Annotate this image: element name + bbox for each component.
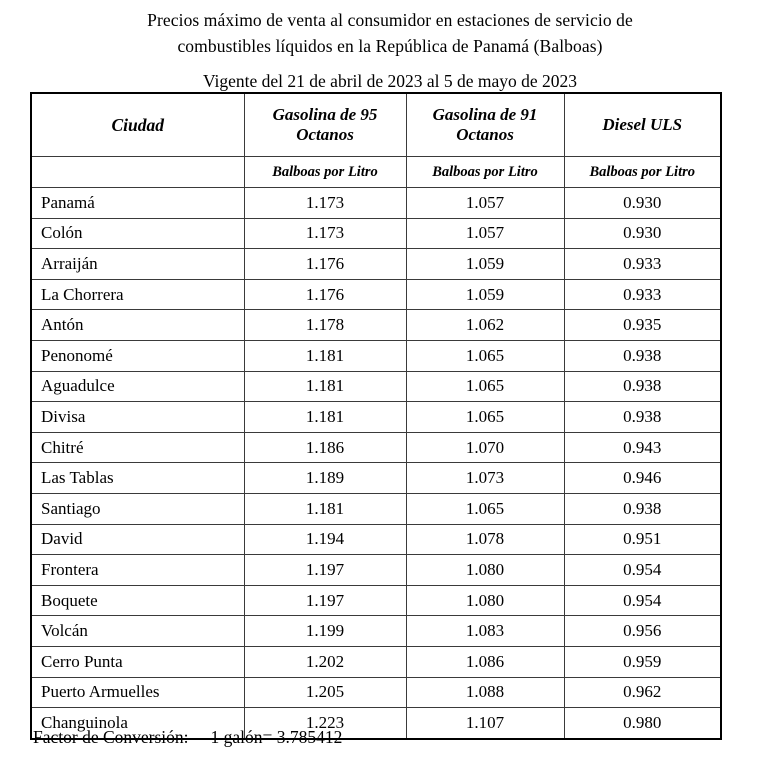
cell-gasolina-91: 1.073 (406, 463, 564, 494)
cell-diesel: 0.938 (564, 371, 721, 402)
table-row (31, 188, 721, 219)
cell-city: Puerto Armuelles (31, 677, 244, 708)
cell-gasolina-91: 1.062 (406, 310, 564, 341)
cell-city: Divisa (31, 402, 244, 433)
page-title-line-1: Precios máximo de venta al consumidor en estaciones de servicio de (147, 10, 633, 30)
cell-city: Las Tablas (31, 463, 244, 494)
cell-diesel: 0.935 (564, 310, 721, 341)
table-row (31, 616, 721, 647)
cell-gasolina-95: 1.186 (244, 432, 406, 463)
cell-gasolina-91: 1.080 (406, 585, 564, 616)
table-row (31, 249, 721, 280)
cell-diesel: 0.938 (564, 340, 721, 371)
cell-diesel: 0.938 (564, 493, 721, 524)
cell-diesel: 0.930 (564, 188, 721, 219)
cell-gasolina-91: 1.057 (406, 218, 564, 249)
cell-city: Frontera (31, 555, 244, 586)
cell-city: Cerro Punta (31, 646, 244, 677)
table-body (31, 188, 721, 739)
cell-diesel: 0.980 (564, 708, 721, 739)
cell-diesel: 0.954 (564, 555, 721, 586)
cell-city: Boquete (31, 585, 244, 616)
units-cell-city-blank (31, 157, 244, 188)
cell-gasolina-95: 1.176 (244, 279, 406, 310)
cell-gasolina-91: 1.065 (406, 493, 564, 524)
conversion-factor-label: Factor de Conversión: (33, 727, 189, 747)
cell-gasolina-95: 1.178 (244, 310, 406, 341)
cell-city: Panamá (31, 188, 244, 219)
cell-gasolina-91: 1.083 (406, 616, 564, 647)
cell-city: Changuinola (31, 708, 244, 739)
page-title-line-2: combustibles líquidos en la República de Panamá (Balboas) (177, 36, 603, 56)
page-subtitle-validity-period: Vigente del 21 de abril de 2023 al 5 de mayo de 2023 (202, 71, 578, 91)
cell-diesel: 0.933 (564, 279, 721, 310)
table-row (31, 279, 721, 310)
cell-diesel: 0.943 (564, 432, 721, 463)
cell-gasolina-95: 1.202 (244, 646, 406, 677)
cell-city: Aguadulce (31, 371, 244, 402)
cell-gasolina-91: 1.059 (406, 249, 564, 280)
table-row (31, 524, 721, 555)
cell-city: Arraiján (31, 249, 244, 280)
column-header-city: Ciudad (31, 93, 244, 157)
cell-gasolina-95: 1.181 (244, 493, 406, 524)
cell-gasolina-95: 1.181 (244, 371, 406, 402)
cell-gasolina-91: 1.078 (406, 524, 564, 555)
table-row (31, 371, 721, 402)
cell-diesel: 0.959 (564, 646, 721, 677)
cell-diesel: 0.954 (564, 585, 721, 616)
cell-gasolina-95: 1.173 (244, 188, 406, 219)
cell-gasolina-91: 1.059 (406, 279, 564, 310)
units-cell-gasolina-95: Balboas por Litro (244, 157, 406, 188)
table-row (31, 677, 721, 708)
table-row (31, 218, 721, 249)
cell-gasolina-95: 1.181 (244, 402, 406, 433)
cell-gasolina-95: 1.197 (244, 585, 406, 616)
cell-city: Chitré (31, 432, 244, 463)
cell-gasolina-91: 1.065 (406, 371, 564, 402)
cell-city: La Chorrera (31, 279, 244, 310)
table-header-row-units (31, 157, 721, 188)
table-row (31, 493, 721, 524)
cell-gasolina-91: 1.065 (406, 340, 564, 371)
cell-gasolina-95: 1.173 (244, 218, 406, 249)
cell-diesel: 0.930 (564, 218, 721, 249)
conversion-factor-note (33, 727, 342, 748)
cell-city: Santiago (31, 493, 244, 524)
table-header (31, 93, 721, 188)
table-row (31, 402, 721, 433)
cell-gasolina-95: 1.199 (244, 616, 406, 647)
cell-city: David (31, 524, 244, 555)
cell-gasolina-91: 1.088 (406, 677, 564, 708)
table-row (31, 555, 721, 586)
cell-city: Volcán (31, 616, 244, 647)
cell-gasolina-95: 1.194 (244, 524, 406, 555)
table-row (31, 463, 721, 494)
cell-gasolina-95: 1.189 (244, 463, 406, 494)
cell-gasolina-91: 1.070 (406, 432, 564, 463)
document-title-block (0, 0, 780, 94)
cell-diesel: 0.933 (564, 249, 721, 280)
cell-diesel: 0.946 (564, 463, 721, 494)
cell-gasolina-91: 1.065 (406, 402, 564, 433)
cell-gasolina-91: 1.086 (406, 646, 564, 677)
table-row (31, 340, 721, 371)
cell-diesel: 0.962 (564, 677, 721, 708)
column-header-gasolina-95: Gasolina de 95 Octanos (244, 93, 406, 157)
units-cell-diesel: Balboas por Litro (564, 157, 721, 188)
cell-city: Penonomé (31, 340, 244, 371)
column-header-diesel-uls: Diesel ULS (564, 93, 721, 157)
table-row (31, 585, 721, 616)
cell-diesel: 0.938 (564, 402, 721, 433)
cell-diesel: 0.951 (564, 524, 721, 555)
cell-diesel: 0.956 (564, 616, 721, 647)
units-cell-gasolina-91: Balboas por Litro (406, 157, 564, 188)
table-row (31, 646, 721, 677)
fuel-price-table (30, 92, 722, 740)
table-row (31, 310, 721, 341)
cell-gasolina-91: 1.080 (406, 555, 564, 586)
table-row (31, 432, 721, 463)
cell-gasolina-95: 1.176 (244, 249, 406, 280)
cell-gasolina-95: 1.205 (244, 677, 406, 708)
cell-city: Colón (31, 218, 244, 249)
price-table-container (30, 92, 720, 740)
cell-gasolina-91: 1.107 (406, 708, 564, 739)
table-header-row-main (31, 93, 721, 157)
conversion-factor-value: 1 galón= 3.785412 (210, 727, 343, 747)
cell-city: Antón (31, 310, 244, 341)
column-header-gasolina-91: Gasolina de 91 Octanos (406, 93, 564, 157)
cell-gasolina-95: 1.223 (244, 708, 406, 739)
cell-gasolina-91: 1.057 (406, 188, 564, 219)
cell-gasolina-95: 1.197 (244, 555, 406, 586)
cell-gasolina-95: 1.181 (244, 340, 406, 371)
